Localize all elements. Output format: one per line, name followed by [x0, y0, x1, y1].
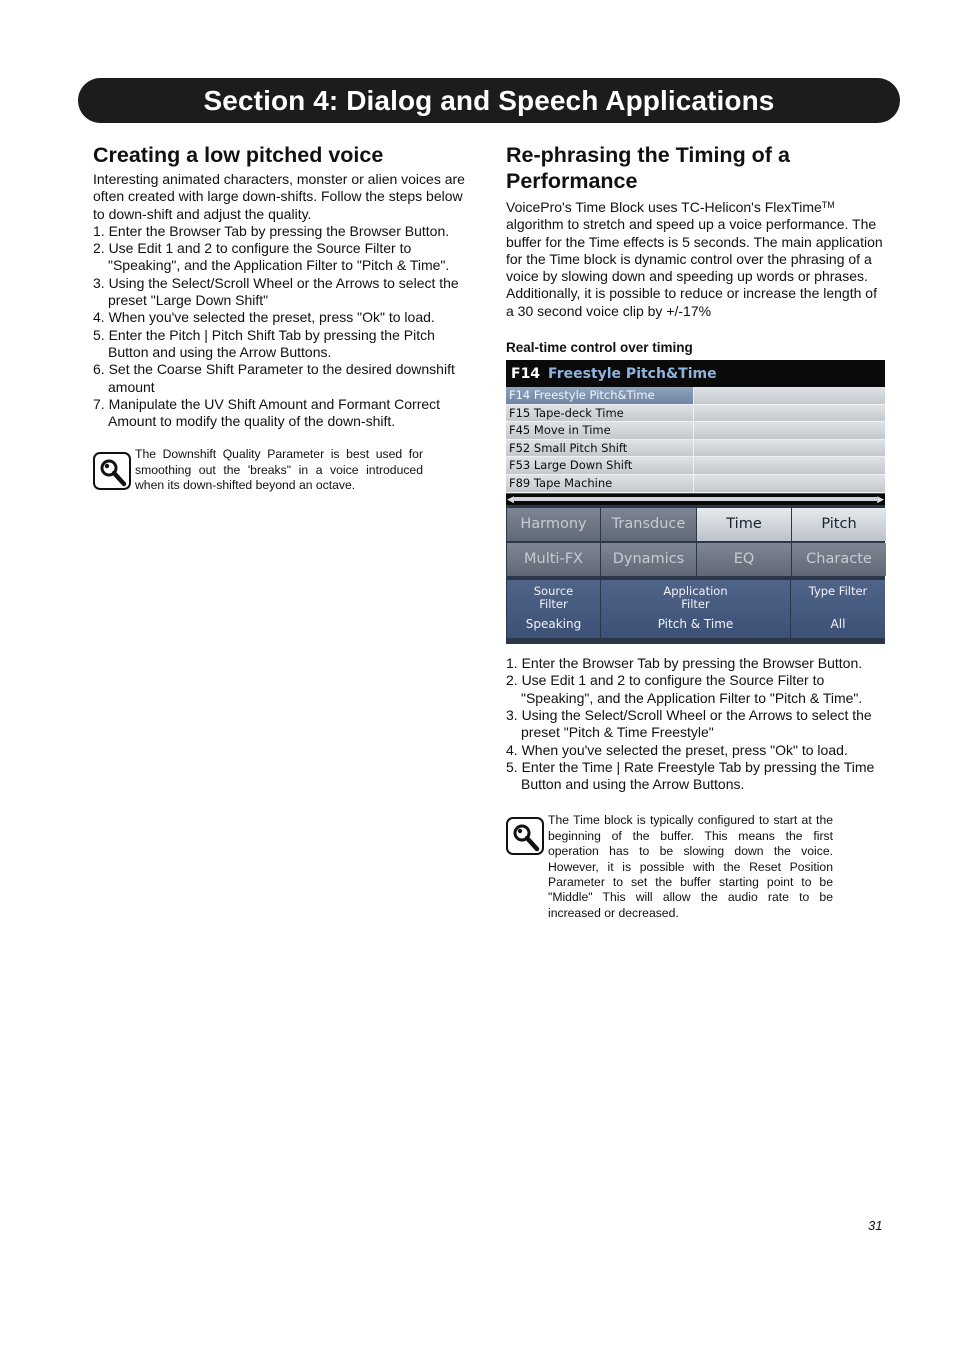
trademark: TM: [821, 200, 835, 210]
left-steps: [93, 223, 478, 431]
step-item: 6. Set the Coarse Shift Parameter to the desired downshift amount: [93, 361, 455, 395]
left-intro: Interesting animated characters, monster or alien voices are often created with large down-shifts. Follow the steps below to down-shift and adjust the quality.: [93, 171, 465, 222]
step-item: 7. Manipulate the UV Shift Amount and Formant Correct Amount to modify the quality of the down-shift.: [93, 395, 441, 430]
step-item: 4. When you've selected the preset, press "Ok" to load.: [93, 309, 435, 326]
note-text: The Downshift Quality Parameter is best used for smoothing out the 'breaks" in a voice introduced when its down-shifted beyond an octave.: [135, 447, 423, 493]
preset-label: F45 Move in Time: [506, 422, 694, 439]
tab-transduce[interactable]: Transduce: [601, 508, 696, 541]
filter-label-line: Source: [533, 583, 574, 598]
filter-value: Pitch & Time: [657, 616, 734, 631]
left-column: [93, 142, 478, 494]
application-filter[interactable]: [601, 580, 790, 638]
preset-row[interactable]: [506, 405, 885, 423]
step-item: 5. Enter the Pitch | Pitch Shift Tab by pressing the Pitch Button and using the Arrow Buttons.: [93, 326, 435, 360]
preset-cell: [694, 405, 885, 422]
magnifier-icon: [93, 452, 131, 490]
subheading: Real-time control over timing: [506, 340, 693, 356]
device-screenshot: [506, 360, 885, 644]
step-item: 2. Use Edit 1 and 2 to configure the Source Filter to "Speaking", and the Application Filter to "Pitch & Time".: [93, 240, 450, 274]
preset-row[interactable]: [506, 475, 885, 493]
filter-label: [534, 585, 574, 611]
left-note: [93, 448, 478, 493]
preset-label: F53 Large Down Shift: [506, 457, 694, 474]
preset-label: F89 Tape Machine: [506, 475, 694, 492]
preset-cell: [694, 422, 885, 439]
scrollbar-track[interactable]: [514, 497, 877, 501]
screen-title-bar: [506, 360, 885, 387]
filter-label-line: Filter: [539, 596, 568, 611]
step-item: 2. Use Edit 1 and 2 to configure the Source Filter to "Speaking", and the Application Filter to "Pitch & Time".: [506, 672, 863, 706]
tab-multi-fx[interactable]: Multi-FX: [507, 543, 600, 576]
left-heading: Creating a low pitched voice: [93, 143, 384, 167]
preset-cell: [694, 457, 885, 474]
horizontal-scrollbar[interactable]: [506, 493, 885, 505]
tab-pitch[interactable]: Pitch: [792, 508, 886, 541]
tab-time[interactable]: Time: [697, 508, 791, 541]
tab-harmony[interactable]: Harmony: [507, 508, 600, 541]
right-intro: [506, 197, 888, 320]
step-item: 5. Enter the Time | Rate Freestyle Tab by pressing the Time Button and using the Arrow Buttons.: [506, 758, 875, 793]
preset-cell: [694, 475, 885, 492]
tab-character[interactable]: Characte: [792, 543, 886, 576]
section-banner: [78, 78, 900, 123]
preset-label: F14 Freestyle Pitch&Time: [506, 387, 694, 404]
source-filter[interactable]: [507, 580, 600, 638]
right-steps: [506, 655, 888, 793]
right-heading: Re-phrasing the Timing of a Performance: [506, 143, 790, 193]
preset-number: F14: [511, 365, 541, 382]
block-tabs: [506, 505, 885, 576]
filter-label: [663, 585, 727, 611]
tab-dynamics[interactable]: Dynamics: [601, 543, 696, 576]
right-note: [506, 813, 888, 921]
filter-value: All: [830, 616, 846, 631]
step-item: 3. Using the Select/Scroll Wheel or the Arrows to select the preset "Large Down Shift": [93, 274, 459, 309]
preset-row[interactable]: [506, 422, 885, 440]
filter-label: Type Filter: [808, 583, 868, 598]
intro-text: VoicePro's Time Block uses TC-Helicon's FlexTime: [506, 199, 822, 215]
magnifier-icon: [506, 817, 544, 855]
type-filter[interactable]: [791, 580, 885, 638]
section-title: Section 4: Dialog and Speech Applications: [203, 84, 775, 116]
preset-label: F52 Small Pitch Shift: [506, 440, 694, 457]
preset-cell: [694, 440, 885, 457]
tab-eq[interactable]: EQ: [697, 543, 791, 576]
preset-name: Freestyle Pitch&Time: [548, 365, 717, 382]
filter-row: [506, 576, 885, 638]
note-text: The Time block is typically configured to start at the beginning of the buffer. This means the first operation has to be slowing down the voice. However, it is possible with the Reset Position Parameter to set the buffer starting point to be "Middle" This will allow the audio rate to be increased or decreased.: [548, 813, 833, 920]
step-item: 1. Enter the Browser Tab by pressing the Browser Button.: [93, 222, 450, 239]
preset-row[interactable]: [506, 440, 885, 458]
intro-text-cont: algorithm to stretch and speed up a voice performance. The buffer for the Time effects is 5 seconds. The main application for the Time block is dynamic control over the phrasing of a voice by slowing down and speeding up words or phrases. Additionally, it is possible to reduce or increase the length of a 30 second voice clip by +/-17%: [506, 216, 883, 319]
preset-row[interactable]: [506, 387, 885, 405]
preset-label: F15 Tape-deck Time: [506, 405, 694, 422]
filter-label-line: Filter: [681, 596, 710, 611]
step-item: 4. When you've selected the preset, press "Ok" to load.: [506, 741, 848, 758]
page-number: 31: [868, 1218, 883, 1233]
filter-label-line: Application: [663, 583, 728, 598]
arrow-right-icon[interactable]: ▶: [877, 493, 884, 504]
filter-value: Speaking: [525, 616, 582, 631]
step-item: 3. Using the Select/Scroll Wheel or the Arrows to select the preset "Pitch & Time Freestyle": [506, 706, 872, 741]
preset-list: [506, 387, 885, 493]
arrow-left-icon[interactable]: ◀: [507, 493, 514, 504]
preset-row[interactable]: [506, 457, 885, 475]
step-item: 1. Enter the Browser Tab by pressing the Browser Button.: [506, 655, 863, 672]
preset-cell: [694, 387, 885, 404]
right-column: [506, 142, 888, 921]
